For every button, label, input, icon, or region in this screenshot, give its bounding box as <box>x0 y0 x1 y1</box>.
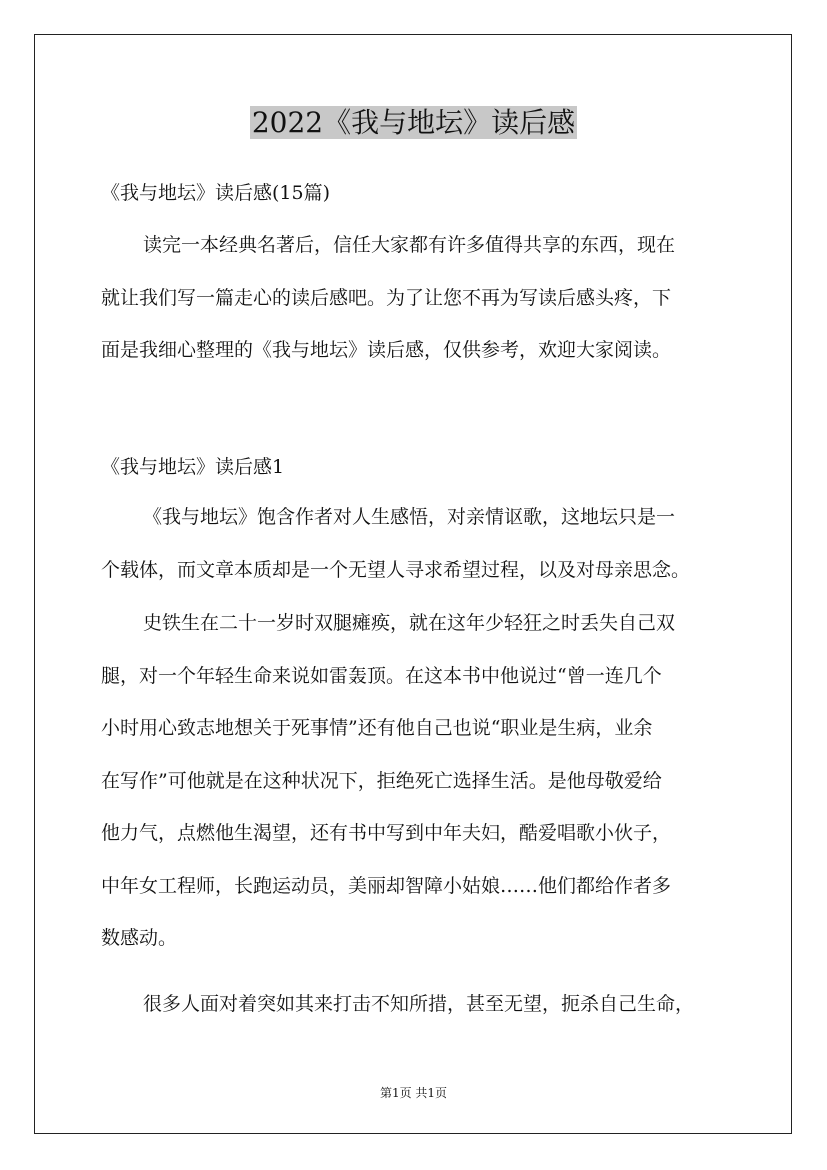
intro-line: 就让我们写一篇走心的读后感吧。为了让您不再为写读后感头疼，下 <box>101 286 672 309</box>
paragraph-line: 中年女工程师，长跑运动员，美丽却智障小姑娘……他们都给作者多 <box>101 874 672 897</box>
intro-line: 读完一本经典名著后，信任大家都有许多值得共享的东西，现在 <box>143 234 676 256</box>
intro-line: 面是我细心整理的《我与地坛》读后感，仅供参考，欢迎大家阅读。 <box>101 339 672 361</box>
paragraph-line: 小时用心致志地想关于死事情”还有他自己也说“职业是生病，业余 <box>101 717 653 739</box>
paragraph-line: 数感动。 <box>101 927 178 949</box>
document-title-text: 2022《我与地坛》读后感 <box>251 106 576 139</box>
paragraph-line: 《我与地坛》饱含作者对人生感悟，对亲情讴歌，这地坛只是一 <box>143 506 676 528</box>
page-footer: 第1页 共1页 <box>379 1086 448 1100</box>
paragraph-line: 腿，对一个年轻生命来说如雷轰顶。在这本书中他说过“曾一连几个 <box>101 664 662 687</box>
paragraph-line: 很多人面对着突如其来打击不知所措，甚至无望，扼杀自己生命， <box>143 993 695 1015</box>
intro-paragraph <box>101 219 741 377</box>
paragraph-1 <box>101 491 741 596</box>
paragraph-line: 他力气，点燃他生渴望，还有书中写到中年夫妇，酷爱唱歌小伙子， <box>101 822 672 844</box>
section-heading: 《我与地坛》读后感1 <box>101 456 285 478</box>
paragraph-line: 个载体，而文章本质却是一个无望人寻求希望过程，以及对母亲思念。 <box>101 558 691 581</box>
paragraph-line: 在写作”可他就是在这种状况下，拒绝死亡选择生活。是他母敬爱给 <box>101 769 662 792</box>
paragraph-3 <box>101 978 741 1031</box>
document-subtitle: 《我与地坛》读后感(15篇) <box>101 182 331 204</box>
document-title <box>0 101 827 145</box>
paragraph-line: 史铁生在二十一岁时双腿瘫痪，就在这年少轻狂之时丢失自己双 <box>143 612 676 634</box>
paragraph-2 <box>101 597 741 965</box>
